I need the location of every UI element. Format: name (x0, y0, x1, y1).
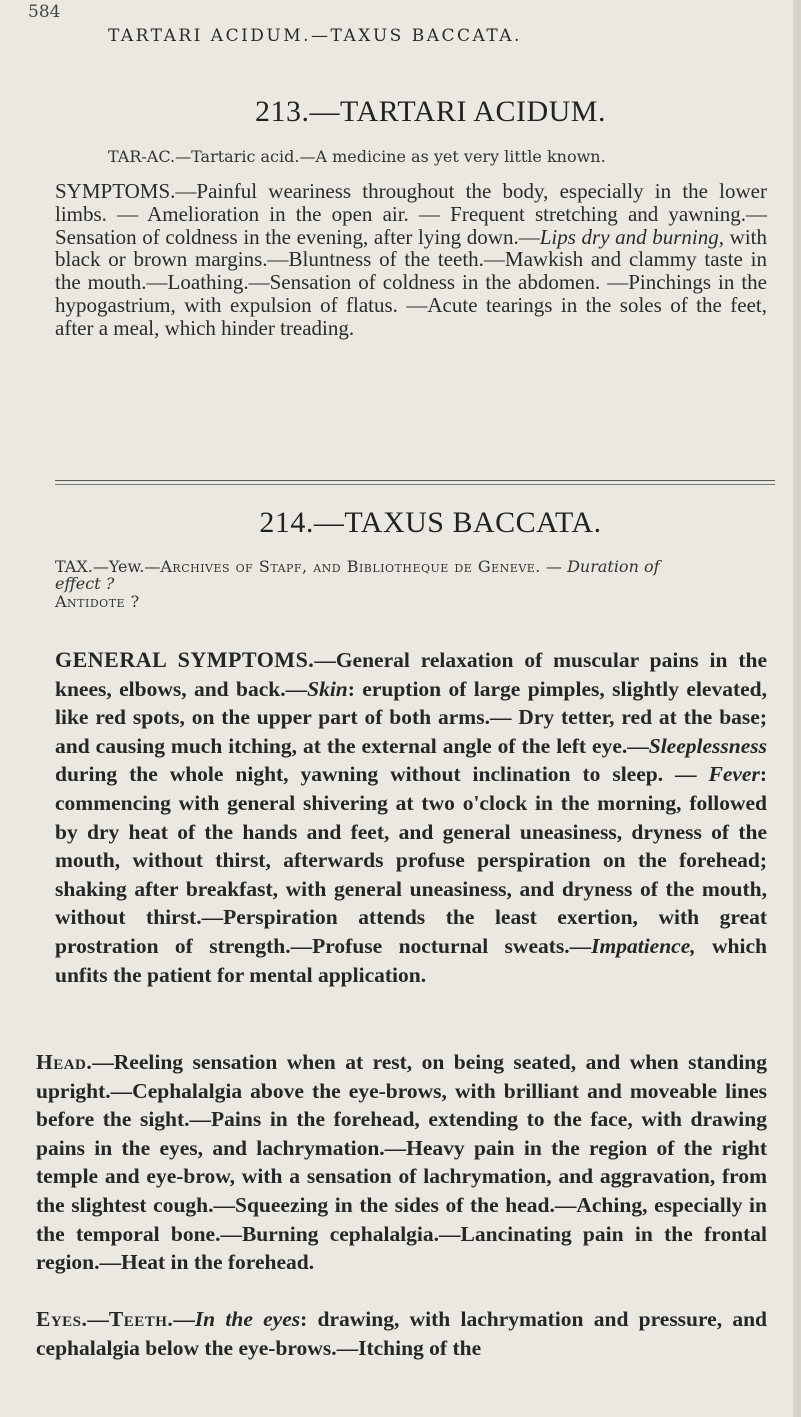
section-title-taxus-baccata: 214.—TAXUS BACCATA. (259, 506, 602, 539)
general-text-4: : commencing with general shivering at two o'clock in the morning, followed by dry heat of the hands and feet, and general uneasiness, dryness of the mouth, without thirst, afterwards profuse perspiration on the forehead; shaking after breakfast, with general uneasiness, and dryness of the mouth, without thirst.—Perspiration attends the least exertion, with great prostration of strength.—Profuse nocturnal sweats.— (55, 762, 767, 958)
head-label: Head. (36, 1050, 93, 1074)
eyes-dash-1: — (87, 1307, 109, 1331)
general-text-5: which unfits the patient for mental application. (55, 933, 767, 987)
abbrev-duration: Duration of (567, 557, 660, 576)
eyes-italic: In the eyes (194, 1307, 301, 1331)
general-italic-impatience: Impatience, (591, 933, 696, 958)
abbrev-sources: Archives of Stapf, and Bibliotheque de Geneve. (160, 557, 541, 576)
page-number: 584 (28, 2, 61, 22)
general-italic-fever: Fever (708, 762, 760, 787)
section-divider-rule (55, 480, 775, 481)
abbreviation-line-antidote: Antidote ? (55, 592, 140, 611)
teeth-label: Teeth. (108, 1307, 174, 1331)
general-text-1: —General relaxation of muscular pains in the knees, elbows, and back.— (55, 648, 767, 701)
abbrev-prefix: TAX.—Yew.— (55, 557, 161, 576)
section-title-tartari-acidum: 213.—TARTARI ACIDUM. (255, 95, 606, 128)
general-text-3: during the whole night, yawning without inclination to sleep. — (55, 762, 709, 787)
general-symptoms-heading: GENERAL SYMPTOMS. (55, 647, 315, 672)
eyes-dash-2: — (173, 1307, 195, 1331)
head-text: —Reeling sensation when at rest, on being seated, and when standing upright.—Cephalalgia above the eye-brows, with brilliant and moveable lines before the sight.—Pains in the forehead, extending to the face, with drawing pains in the eyes, and lachrymation.—Heavy pain in the region of the right temple and eye-brow, with a sensation of lachrymation, and aggravation, from the slightest cough.—Squeezing in the sides of the head.—Aching, especially in the temporal bone.—Burning cephalalgia.—Lancinating pain in the frontal region.—Heat in the forehead. (36, 1050, 767, 1275)
running-head: TARTARI ACIDUM.—TAXUS BACCATA. (108, 26, 522, 46)
abbrev-dash: — (540, 557, 568, 576)
eyes-paragraph (36, 1305, 767, 1362)
symptoms-text: SYMPTOMS.—Painful weariness throughout the body, especially in the lower limbs. — Amelioration in the open air. — Frequent stretching and yawning.—Sensation of coldness in the evening, after lying down.— (55, 179, 767, 249)
symptoms-italic-lips: Lips dry and burning, (539, 224, 725, 249)
general-italic-sleeplessness: Sleeplessness (648, 733, 767, 758)
general-italic-skin: Skin (307, 676, 348, 701)
general-symptoms-paragraph (55, 646, 767, 989)
abbreviation-line-tartari: TAR-AC.—Tartaric acid.—A medicine as yet very little known. (108, 147, 606, 166)
eyes-text: : drawing, with lachrymation and pressure, and cephalalgia below the eye-brows.—Itching of the (36, 1307, 767, 1360)
eyes-label: Eyes. (36, 1307, 88, 1331)
abbrev-effect: effect ? (55, 574, 115, 593)
symptoms-text-continued: with black or brown margins.—Bluntness of the teeth.—Mawkish and clammy taste in the mouth.—Loathing.—Sensation of coldness in the abdomen. —Pinchings in the hypogastrium, with expulsion of flatus. —Acute tearings in the soles of the feet, after a meal, which hinder treading. (55, 224, 767, 340)
page-edge (793, 0, 801, 1417)
abbreviation-line-taxus (55, 557, 660, 576)
section-divider-rule-thin (55, 484, 775, 485)
symptoms-paragraph-tartari (55, 180, 767, 340)
general-text-2: : eruption of large pimples, slightly elevated, like red spots, on the upper part of both arms.— Dry tetter, red at the base; and causing much itching, at the external angle of the left eye.— (55, 676, 768, 758)
abbreviation-line-effect (55, 574, 114, 593)
head-paragraph (36, 1048, 767, 1277)
